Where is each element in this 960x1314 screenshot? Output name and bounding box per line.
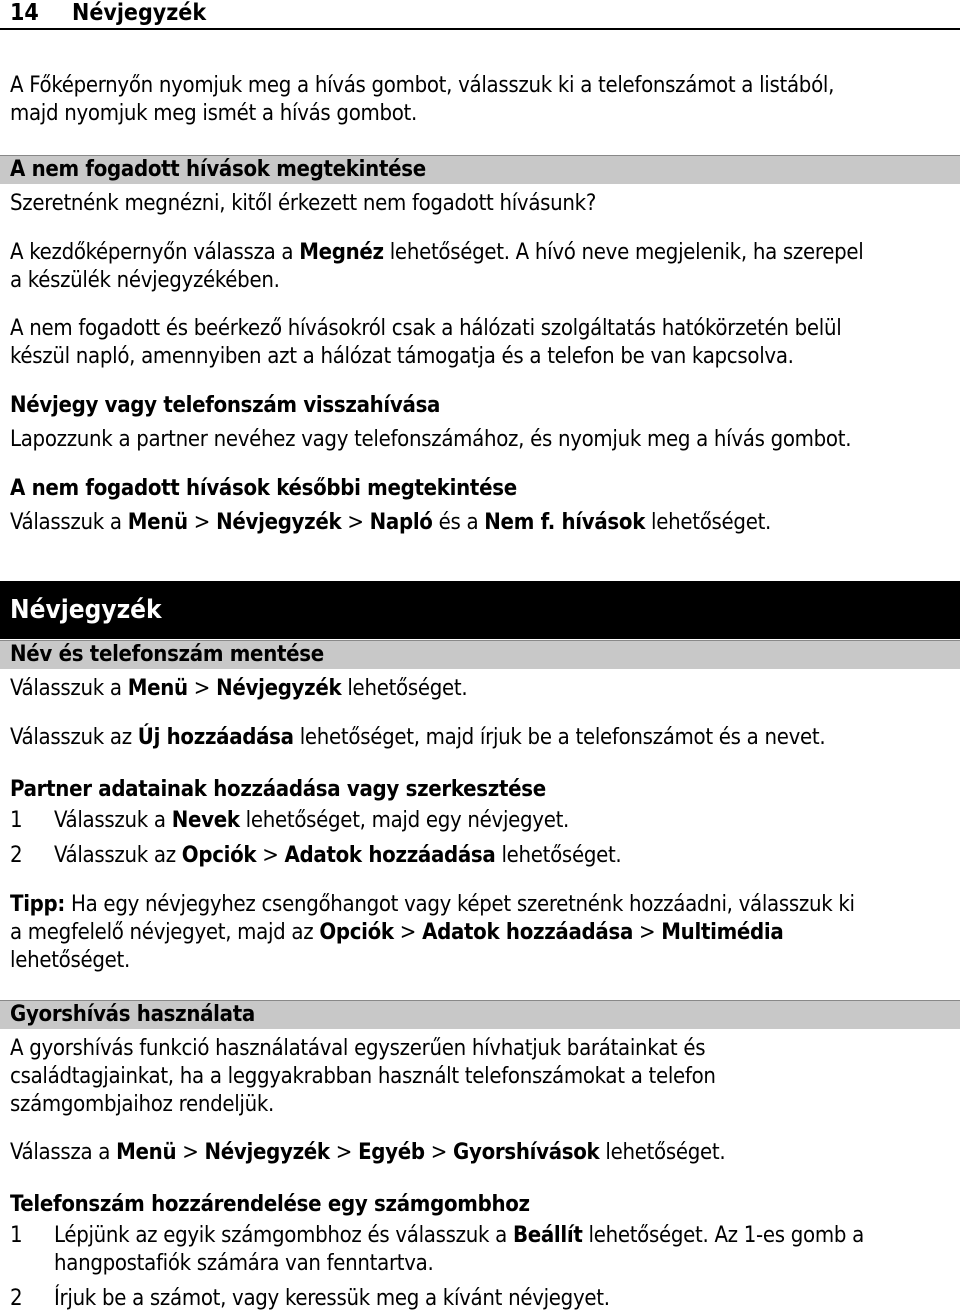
list-item <box>10 1285 950 1313</box>
text: Válasszuk az <box>10 725 138 750</box>
step-number: 1 <box>10 808 23 833</box>
page-header <box>0 0 960 30</box>
paragraph-line: A gyorshívás funkció használatával egyszerűen hívhatjuk barátainkat és <box>10 1036 706 1061</box>
menu-term: Nevek <box>171 808 240 833</box>
menu-term: Multimédia <box>661 920 784 945</box>
menu-term: Egyéb <box>358 1140 425 1165</box>
subheading: Telefonszám hozzárendelése egy számgombhoz <box>10 1192 530 1217</box>
text: Válasszuk a <box>54 808 172 833</box>
text: Ha egy névjegyhez csengőhangot vagy képet szeretnénk hozzáadni, válasszuk ki <box>65 892 855 917</box>
list-item-continuation: hangpostafiók számára van fenntartva. <box>54 1251 434 1276</box>
text: Válassza a <box>10 1140 117 1165</box>
paragraph-line: családtagjainkat, ha a leggyakrabban használt telefonszámokat a telefon <box>10 1064 716 1089</box>
text: a megfelelő névjegyet, majd az <box>10 920 320 945</box>
paragraph-line: számgombjaihoz rendeljük. <box>10 1092 275 1117</box>
subsection-missed-later <box>10 475 950 537</box>
text: Válasszuk a <box>10 676 128 701</box>
section-heading-text: A nem fogadott hívások megtekintése <box>10 157 426 182</box>
subsection-edit-partner <box>10 776 950 870</box>
menu-term: Beállít <box>512 1223 583 1248</box>
separator: > <box>187 510 217 535</box>
menu-term: Opciók <box>319 920 394 945</box>
text: Lépjünk az egyik számgombhoz és válasszuk a <box>54 1223 513 1248</box>
text: lehetőséget. <box>645 510 772 535</box>
menu-term: Névjegyzék <box>216 510 342 535</box>
paragraph: Szeretnénk megnézni, kitől érkezett nem fogadott hívásunk? <box>10 191 597 216</box>
list-item <box>10 1222 950 1250</box>
chapter-title: Névjegyzék <box>10 595 162 625</box>
menu-term: Névjegyzék <box>204 1140 330 1165</box>
text: Válasszuk az <box>54 843 182 868</box>
menu-term: Megnéz <box>299 240 384 265</box>
text: lehetőséget. A hívó neve megjelenik, ha szerepel <box>383 240 864 265</box>
separator: > <box>256 843 285 868</box>
intro-line: A Főképernyőn nyomjuk meg a hívás gombot, válasszuk ki a telefonszámot a listából, <box>10 73 835 98</box>
text: Válasszuk a <box>10 510 128 535</box>
text: A kezdőképernyőn válassza a <box>10 240 300 265</box>
menu-term: Menü <box>127 676 188 701</box>
paragraph: Lapozzunk a partner nevéhez vagy telefonszámához, és nyomjuk meg a hívás gombot. <box>10 427 852 452</box>
menu-term: Adatok hozzáadása <box>422 920 633 945</box>
separator: > <box>393 920 423 945</box>
menu-term: Adatok hozzáadása <box>284 843 496 868</box>
missed-paragraph-2 <box>10 315 950 371</box>
text: és a <box>432 510 485 535</box>
paragraph-line <box>10 891 950 919</box>
page-number: 14 <box>10 0 39 26</box>
save-paragraph-2 <box>10 724 950 752</box>
paragraph <box>10 509 950 537</box>
missed-question <box>10 190 950 218</box>
separator: > <box>341 510 370 535</box>
chapter-banner <box>0 581 960 639</box>
paragraph-line: készül napló, amennyiben azt a hálózat támogatja és a telefon be van kapcsolva. <box>10 344 794 369</box>
intro-line: majd nyomjuk meg ismét a hívás gombot. <box>10 101 417 126</box>
menu-term: Menü <box>116 1140 177 1165</box>
text: lehetőséget. Az 1-es gomb a <box>582 1223 864 1248</box>
step-number: 1 <box>10 1223 23 1248</box>
missed-paragraph-1 <box>10 239 950 295</box>
separator: > <box>633 920 662 945</box>
section-heading-missed <box>0 155 960 184</box>
menu-term: Menü <box>127 510 188 535</box>
paragraph-line: a készülék névjegyzékében. <box>10 268 280 293</box>
text: Írjuk be a számot, vagy keressük meg a kívánt névjegyet. <box>54 1286 610 1311</box>
page-title: Névjegyzék <box>72 0 207 26</box>
section-heading-text: Gyorshívás használata <box>10 1002 255 1027</box>
list-item <box>10 807 950 835</box>
paragraph-line <box>10 239 950 267</box>
separator: > <box>329 1140 359 1165</box>
paragraph <box>10 724 950 752</box>
menu-term: Gyorshívások <box>453 1140 600 1165</box>
text: lehetőséget, majd egy névjegyet. <box>239 808 570 833</box>
list-item <box>10 842 950 870</box>
paragraph <box>10 675 950 703</box>
separator: > <box>187 676 217 701</box>
menu-term: Nem f. hívások <box>484 510 646 535</box>
paragraph-line <box>10 919 950 947</box>
speed-paragraph-2 <box>10 1139 950 1167</box>
text: lehetőséget. <box>495 843 622 868</box>
subsection-assign-key <box>10 1191 950 1313</box>
intro-paragraph <box>10 72 950 128</box>
section-heading-speed-dial <box>0 1000 960 1029</box>
text: lehetőséget, majd írjuk be a telefonszámot és a nevet. <box>293 725 826 750</box>
separator: > <box>424 1140 454 1165</box>
tip-paragraph <box>10 891 950 975</box>
subheading: Névjegy vagy telefonszám visszahívása <box>10 393 441 418</box>
section-heading-save <box>0 640 960 669</box>
tip-label: Tipp: <box>10 892 66 917</box>
paragraph-line: A nem fogadott és beérkező hívásokról csak a hálózati szolgáltatás hatókörzetén belül <box>10 316 842 341</box>
text: lehetőséget. <box>341 676 468 701</box>
paragraph <box>10 1139 950 1167</box>
menu-term: Új hozzáadása <box>137 725 294 750</box>
menu-term: Napló <box>369 510 433 535</box>
step-number: 2 <box>10 843 23 868</box>
menu-term: Névjegyzék <box>216 676 342 701</box>
speed-paragraph-1 <box>10 1035 950 1119</box>
section-heading-text: Név és telefonszám mentése <box>10 642 324 667</box>
menu-term: Opciók <box>181 843 257 868</box>
text: lehetőséget. <box>599 1140 726 1165</box>
paragraph-line: lehetőséget. <box>10 948 130 973</box>
save-paragraph-1 <box>10 675 950 703</box>
subheading: A nem fogadott hívások későbbi megtekintése <box>10 476 517 501</box>
step-number: 2 <box>10 1286 23 1311</box>
subsection-callback <box>10 392 950 454</box>
subheading: Partner adatainak hozzáadása vagy szerkesztése <box>10 777 546 802</box>
separator: > <box>176 1140 205 1165</box>
